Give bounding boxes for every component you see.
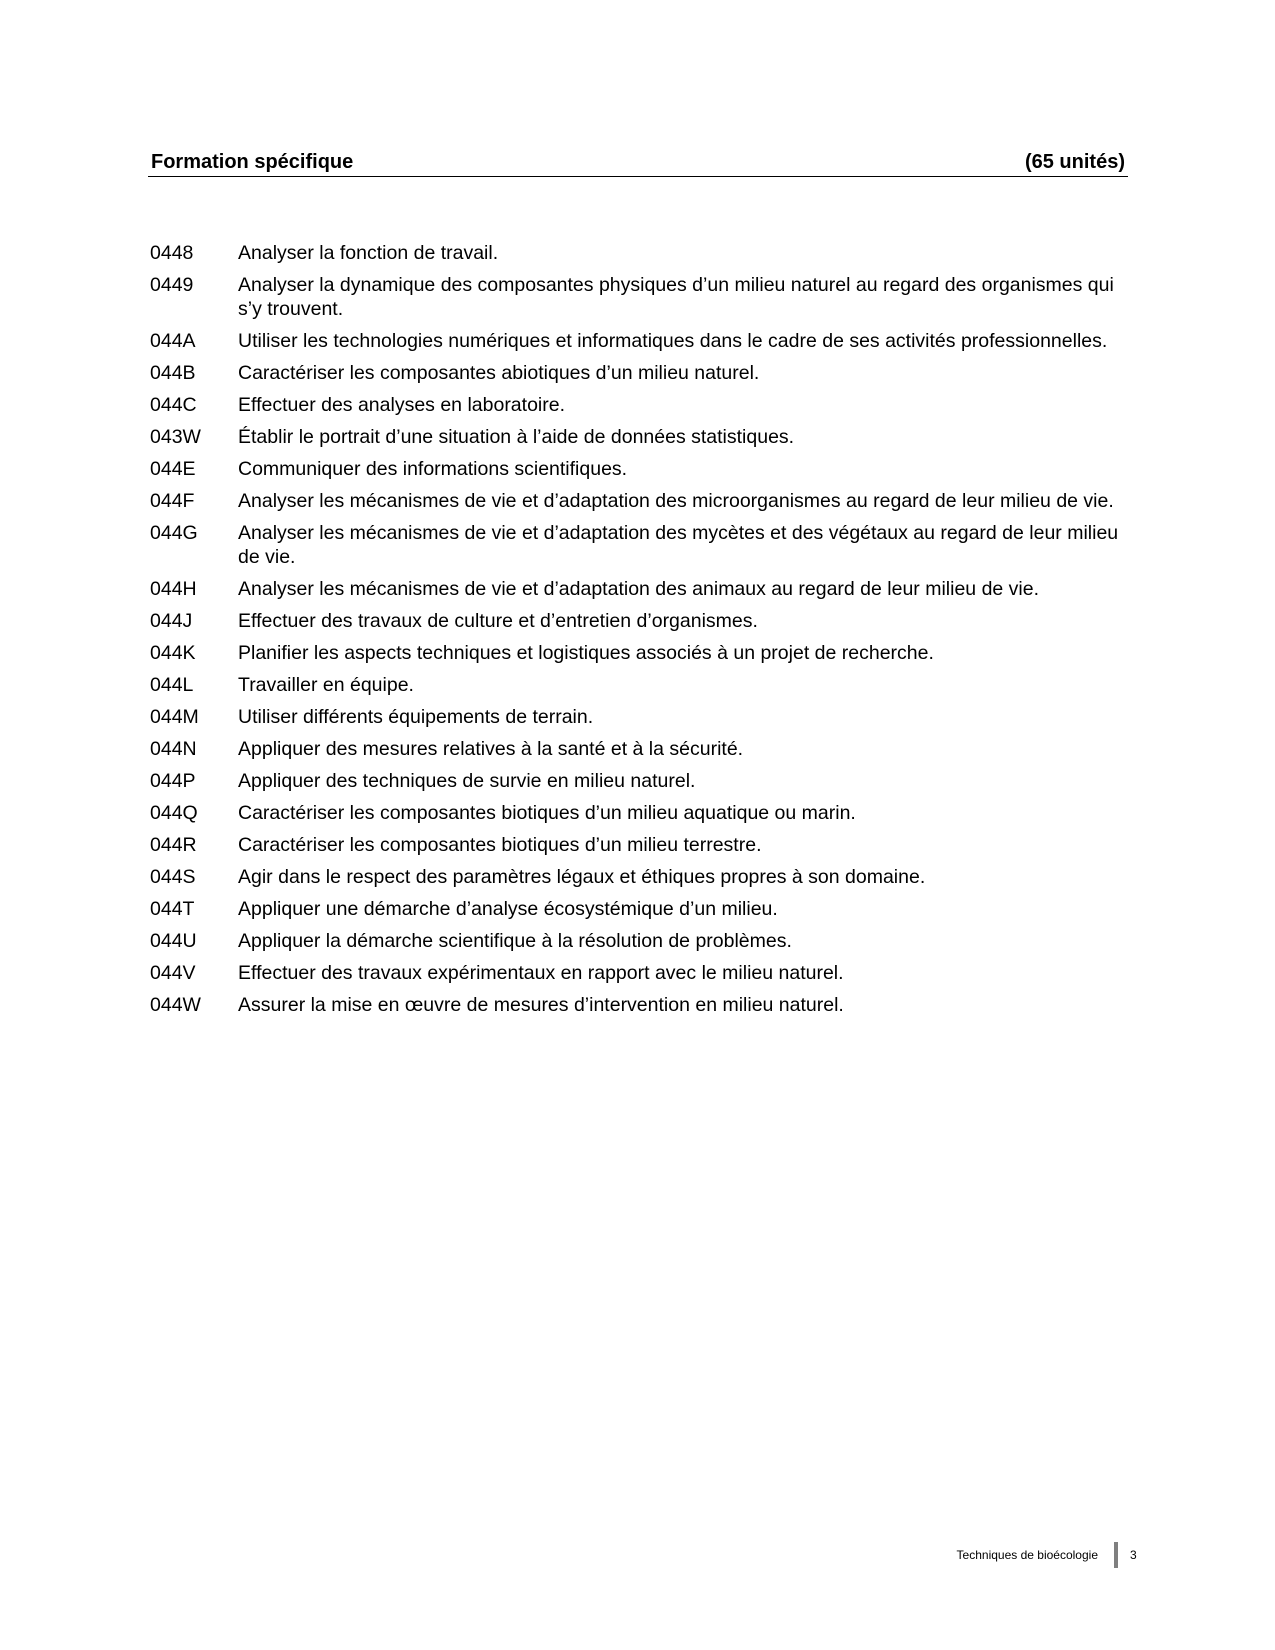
competency-item: [150, 489, 1130, 513]
competency-code: 044U: [150, 930, 197, 952]
competency-text: Assurer la mise en œuvre de mesures d’intervention en milieu naturel.: [238, 994, 844, 1016]
competency-code: 044B: [150, 362, 196, 384]
competency-item: [150, 929, 1130, 953]
competency-item: [150, 673, 1130, 697]
competency-text: Caractériser les composantes abiotiques d’un milieu naturel.: [238, 362, 760, 384]
competency-item: [150, 609, 1130, 633]
competency-code: 044Q: [150, 802, 198, 824]
competency-text: Travailler en équipe.: [238, 674, 414, 696]
competency-code: 044M: [150, 706, 199, 728]
competency-code: 044A: [150, 330, 196, 352]
competency-code: 044R: [150, 834, 197, 856]
competency-text: Appliquer une démarche d’analyse écosystémique d’un milieu.: [238, 898, 778, 920]
competency-text: Effectuer des travaux expérimentaux en rapport avec le milieu naturel.: [238, 962, 844, 984]
footer-divider-bar: [1114, 1542, 1118, 1568]
competency-text: Communiquer des informations scientifiques.: [238, 458, 628, 480]
competency-code: 043W: [150, 426, 201, 448]
competency-code: 044C: [150, 394, 197, 416]
page-number: 3: [1130, 1548, 1137, 1562]
competency-item: [150, 801, 1130, 825]
competency-item: [150, 897, 1130, 921]
competency-text: Planifier les aspects techniques et logistiques associés à un projet de recherche.: [238, 642, 934, 664]
competency-item: [150, 273, 1130, 321]
competency-code: 0448: [150, 242, 194, 264]
competency-text: Analyser la fonction de travail.: [238, 242, 499, 264]
competency-item: [150, 393, 1130, 417]
competency-text: Analyser la dynamique des composantes physiques d’un milieu naturel au regard des organismes qui s’y trouvent.: [238, 274, 1114, 320]
competency-text: Appliquer des mesures relatives à la santé et à la sécurité.: [238, 738, 744, 760]
competency-item: [150, 993, 1130, 1017]
competency-item: [150, 833, 1130, 857]
page-footer: [0, 1540, 1275, 1570]
competency-item: [150, 641, 1130, 665]
competency-code: 044K: [150, 642, 196, 664]
competency-item: [150, 705, 1130, 729]
competency-text: Effectuer des travaux de culture et d’entretien d’organismes.: [238, 610, 758, 632]
competency-text: Analyser les mécanismes de vie et d’adaptation des microorganismes au regard de leur milieu de vie.: [238, 490, 1114, 512]
competency-code: 0449: [150, 274, 194, 296]
competency-text: Appliquer des techniques de survie en milieu naturel.: [238, 770, 696, 792]
competency-code: 044N: [150, 738, 197, 760]
competency-text: Caractériser les composantes biotiques d’un milieu aquatique ou marin.: [238, 802, 856, 824]
competency-code: 044L: [150, 674, 194, 696]
competency-code: 044S: [150, 866, 196, 888]
competency-list: [150, 241, 1130, 1025]
competency-text: Analyser les mécanismes de vie et d’adaptation des mycètes et des végétaux au regard de leur milieu de vie.: [238, 522, 1119, 568]
section-header: [148, 148, 1128, 177]
competency-code: 044J: [150, 610, 193, 632]
competency-code: 044G: [150, 522, 198, 544]
competency-item: [150, 577, 1130, 601]
competency-text: Utiliser différents équipements de terrain.: [238, 706, 594, 728]
competency-text: Effectuer des analyses en laboratoire.: [238, 394, 566, 416]
competency-text: Caractériser les composantes biotiques d’un milieu terrestre.: [238, 834, 762, 856]
competency-code: 044T: [150, 898, 195, 920]
competency-item: [150, 329, 1130, 353]
section-units: (65 unités): [1024, 151, 1125, 173]
footer-title: Techniques de bioécologie: [956, 1548, 1098, 1562]
competency-code: 044H: [150, 578, 197, 600]
competency-item: [150, 361, 1130, 385]
competency-code: 044V: [150, 962, 196, 984]
competency-code: 044F: [150, 490, 195, 512]
competency-text: Agir dans le respect des paramètres légaux et éthiques propres à son domaine.: [238, 866, 926, 888]
competency-text: Établir le portrait d’une situation à l’aide de données statistiques.: [238, 426, 795, 448]
competency-text: Appliquer la démarche scientifique à la résolution de problèmes.: [238, 930, 792, 952]
competency-item: [150, 241, 1130, 265]
competency-text: Utiliser les technologies numériques et informatiques dans le cadre de ses activités professionnelles.: [238, 330, 1108, 352]
competency-code: 044E: [150, 458, 196, 480]
competency-item: [150, 769, 1130, 793]
competency-item: [150, 961, 1130, 985]
competency-item: [150, 865, 1130, 889]
competency-item: [150, 521, 1130, 569]
competency-item: [150, 457, 1130, 481]
competency-code: 044W: [150, 994, 201, 1016]
competency-item: [150, 737, 1130, 761]
competency-item: [150, 425, 1130, 449]
competency-text: Analyser les mécanismes de vie et d’adaptation des animaux au regard de leur milieu de vie.: [238, 578, 1040, 600]
section-title: Formation spécifique: [151, 151, 354, 173]
competency-code: 044P: [150, 770, 196, 792]
